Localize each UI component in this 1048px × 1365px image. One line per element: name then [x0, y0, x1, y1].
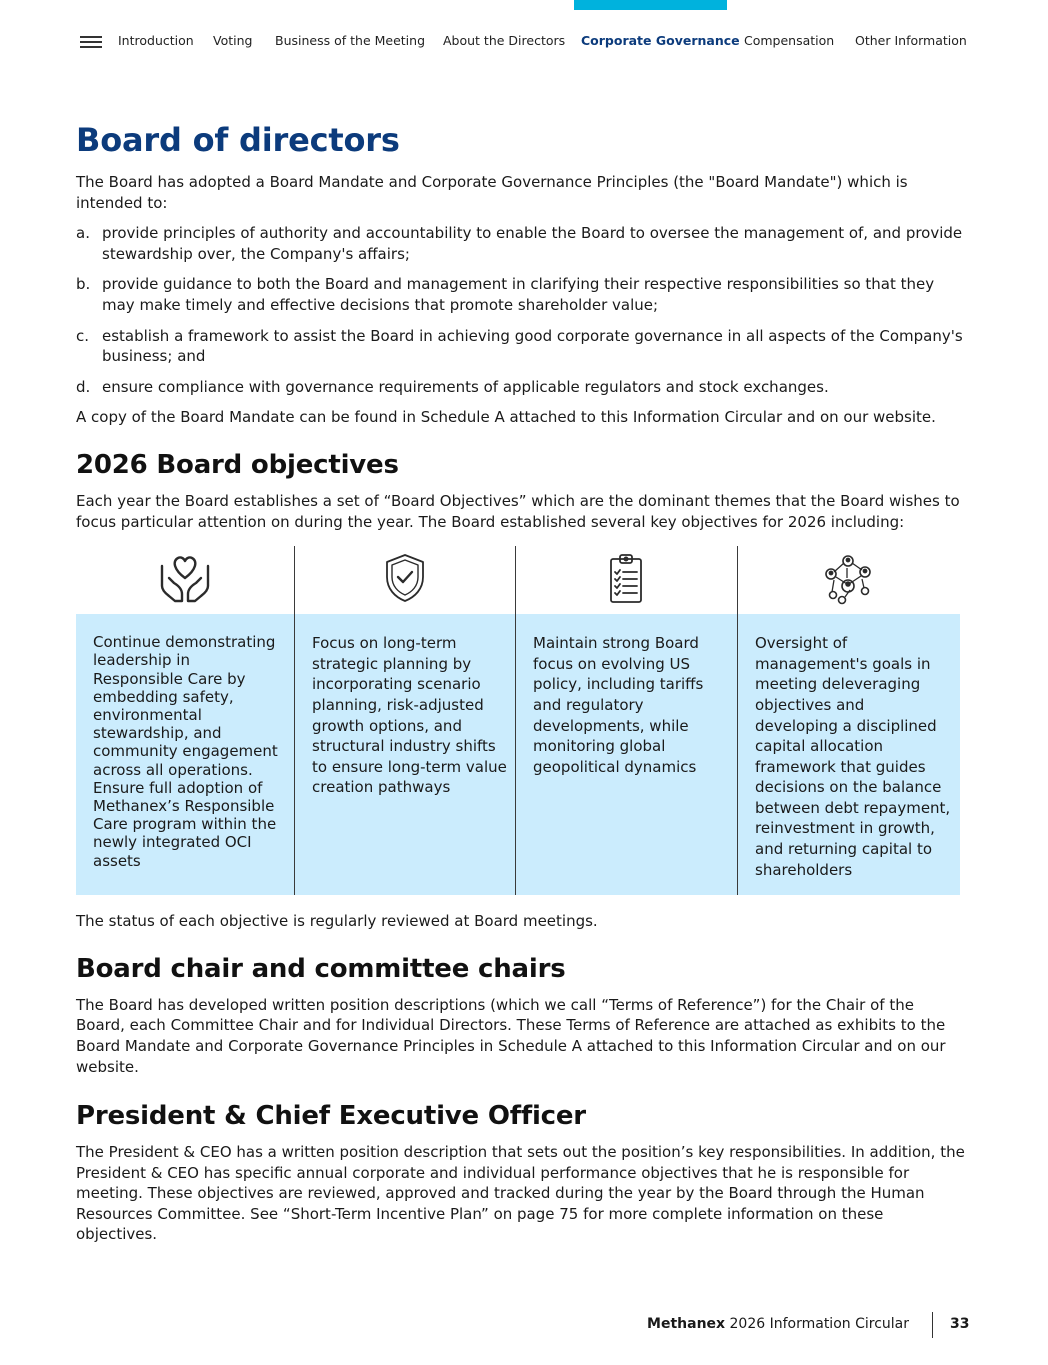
column-divider — [515, 546, 516, 895]
chairs-text: The Board has developed written position descriptions (which we call “Terms of Reference”) for the Chair of the Board, each Committee Chair and for Individual Directors. These Terms of Reference are attached as exhibits to the Board Mandate and Corporate Governance Principles in Schedule A attached to this Information Circular and on our website. — [76, 995, 946, 1076]
hands-heart-icon — [157, 550, 213, 606]
nav-other-information[interactable]: Other Information — [855, 33, 967, 48]
list-item: c. establish a framework to assist the Board in achieving good corporate governance in all aspects of the Company's business; and — [76, 326, 963, 366]
objectives-intro: Each year the Board establishes a set of “Board Objectives” which are the dominant themes that the Board wishes to focus particular attention on during the year. The Board established several key objectives for 2026 including: — [76, 491, 960, 531]
objective-responsible-care: Continue demonstrating leadership in Responsible Care by embedding safety, environmental stewardship, and community engagement across all operations. Ensure full adoption of Methanex’s Responsible Care program within the newly integrated OCI assets — [93, 633, 278, 870]
nav-compensation[interactable]: Compensation — [744, 33, 835, 48]
nav-introduction[interactable]: Introduction — [118, 33, 194, 48]
network-people-icon — [820, 550, 876, 606]
footer-brand: Methanex — [647, 1316, 726, 1332]
board-mandate-note: A copy of the Board Mandate can be found in Schedule A attached to this Information Circular and on our website. — [76, 408, 936, 427]
nav-corporate-governance[interactable]: Corporate Governance — [581, 33, 740, 48]
list-item: d. ensure compliance with governance requirements of applicable regulators and stock exchanges. — [76, 377, 829, 396]
hamburger-menu-icon[interactable] — [80, 35, 102, 50]
list-item: b. provide guidance to both the Board and management in clarifying their respective responsibilities so that they may make timely and effective decisions that promote shareholder value; — [76, 275, 935, 314]
list-item: a. provide principles of authority and accountability to enable the Board to oversee the management of, and provide stewardship over, the Company's affairs; — [76, 224, 963, 263]
board-intro: The Board has adopted a Board Mandate and Corporate Governance Principles (the "Board Mandate") which is intended to: — [76, 173, 908, 212]
footer-document-title — [647, 1316, 909, 1332]
main-content — [76, 120, 966, 1245]
nav-about-the-directors[interactable]: About the Directors — [443, 33, 566, 48]
ceo-heading: President & Chief Executive Officer — [76, 1101, 586, 1132]
board-mandate-list — [76, 223, 966, 397]
objectives-status: The status of each objective is regularly reviewed at Board meetings. — [76, 912, 598, 931]
objective-capital-allocation: Oversight of management's goals in meeting deleveraging objectives and developing a disciplined capital allocation framework that guides decisions on the balance between debt repayment, reinvestment in growth, and returning capital to shareholders — [755, 634, 951, 879]
column-divider — [294, 546, 295, 895]
active-tab-indicator — [574, 0, 727, 10]
objective-us-policy: Maintain strong Board focus on evolving US policy, including tariffs and regulatory developments, while monitoring global geopolitical dynamics — [533, 634, 704, 776]
objectives-heading: 2026 Board objectives — [76, 449, 399, 480]
objectives-table — [76, 546, 960, 895]
nav-voting[interactable]: Voting — [213, 33, 253, 48]
page-title: Board of directors — [76, 121, 400, 159]
nav-business-of-the-meeting[interactable]: Business of the Meeting — [275, 33, 425, 48]
column-divider — [737, 546, 738, 895]
ceo-text: The President & CEO has a written position description that sets out the position’s key responsibilities. In addition, the President & CEO has specific annual corporate and individual performance objectives that he is responsible for meeting. These objectives are reviewed, approved and tracked during the year by the Board through the Human Resources Committee. See “Short-Term Incentive Plan” on page 75 for more complete information on these objectives. — [76, 1143, 965, 1244]
page-number: 33 — [950, 1316, 970, 1332]
clipboard-checklist-icon — [598, 550, 654, 606]
footer-divider — [932, 1312, 933, 1338]
objective-strategic-planning: Focus on long-term strategic planning by incorporating scenario planning, risk-adjusted growth options, and structural industry shifts to ensure long-term value creation pathways — [312, 634, 507, 797]
footer-doc-name: 2026 Information Circular — [729, 1316, 909, 1332]
chairs-heading: Board chair and committee chairs — [76, 953, 566, 984]
shield-check-icon — [377, 550, 433, 606]
